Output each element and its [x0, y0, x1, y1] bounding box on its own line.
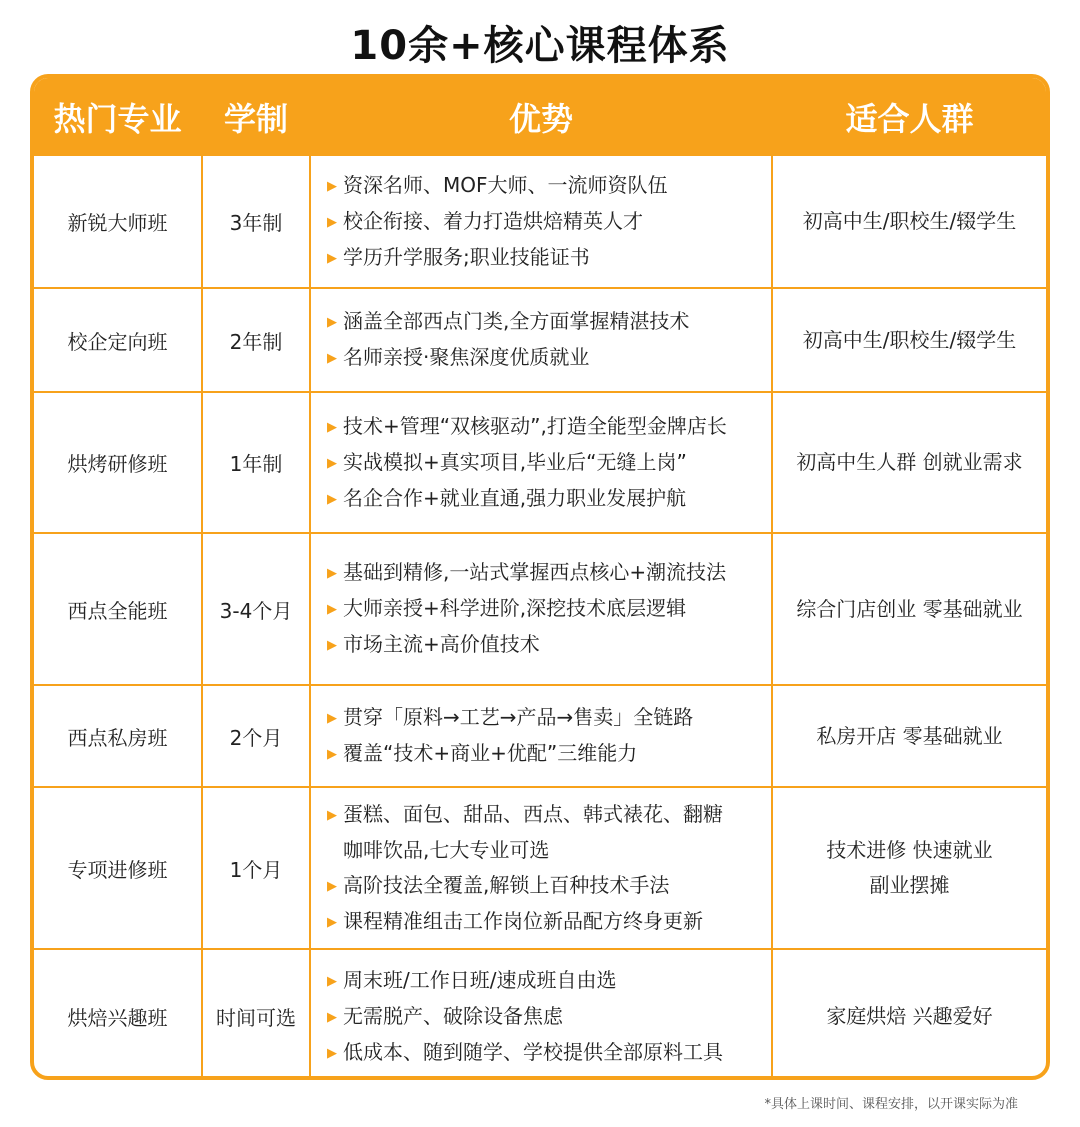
course-advantages: [310, 949, 772, 1080]
course-audience: [772, 949, 1046, 1080]
triangle-bullet-icon: ▶: [327, 747, 337, 762]
advantage-item: [327, 904, 771, 940]
table-row: [34, 787, 1046, 949]
course-name: 烘焙兴趣班: [34, 949, 202, 1080]
triangle-bullet-icon: ▶: [327, 566, 337, 581]
advantage-item: [327, 204, 771, 240]
advantage-item: [327, 555, 771, 591]
advantage-item: [327, 833, 771, 868]
table-row: [34, 949, 1046, 1080]
table-row: [34, 288, 1046, 392]
triangle-bullet-icon: ▶: [327, 419, 337, 435]
advantage-item: [327, 1035, 771, 1071]
advantage-item: [327, 868, 771, 904]
course-audience: [772, 392, 1046, 533]
advantage-text: 校企衔接、着力打造烘焙精英人才: [343, 208, 643, 233]
advantage-text: 市场主流+高价值技术: [343, 632, 540, 656]
footnote: *具体上课时间、课程安排，以开课实际为准: [764, 1097, 1018, 1112]
audience-text: 初高中生/职校生/辍学生: [802, 209, 1017, 233]
course-audience: [772, 288, 1046, 392]
course-advantages: [310, 685, 772, 787]
course-audience: [772, 155, 1046, 288]
course-table: [34, 78, 1046, 1080]
course-advantages: [310, 392, 772, 533]
course-advantages: [310, 288, 772, 392]
advantage-text: 学历升学服务;职业技能证书: [343, 244, 590, 269]
triangle-bullet-icon: ▶: [327, 351, 337, 366]
course-duration: 1年制: [202, 392, 310, 533]
advantage-text: 资深名师、MOF大师、一流师资队伍: [343, 172, 668, 197]
header-advantages: 优势: [310, 79, 772, 155]
triangle-bullet-icon: ▶: [327, 711, 337, 726]
triangle-bullet-icon: ▶: [327, 878, 337, 894]
triangle-bullet-icon: ▶: [327, 214, 337, 230]
course-name: 西点全能班: [34, 533, 202, 685]
triangle-bullet-icon: ▶: [327, 491, 337, 507]
advantage-text: 贯穿「原料→工艺→产品→售卖」全链路: [343, 705, 694, 729]
triangle-bullet-icon: ▶: [327, 914, 337, 930]
advantage-item: [327, 591, 771, 627]
course-duration: 2个月: [202, 685, 310, 787]
audience-text: 初高中生/职校生/辍学生: [802, 327, 1017, 352]
triangle-bullet-icon: ▶: [327, 973, 337, 989]
advantage-item: [327, 700, 771, 736]
course-duration: 3年制: [202, 155, 310, 288]
advantage-text: 无需脱产、破除设备焦虑: [343, 1003, 563, 1028]
course-advantages: [310, 787, 772, 949]
advantage-text: 周末班/工作日班/速成班自由选: [343, 967, 617, 992]
advantage-item: [327, 797, 771, 833]
advantage-item: [327, 445, 771, 481]
audience-text: 副业摆摊: [869, 873, 950, 897]
course-audience: [772, 533, 1046, 685]
advantage-item: [327, 168, 771, 204]
triangle-bullet-icon: ▶: [327, 638, 337, 653]
audience-text: 技术进修 快速就业: [826, 838, 993, 862]
table-row: [34, 155, 1046, 288]
advantage-item: [327, 963, 771, 999]
course-duration: 1个月: [202, 787, 310, 949]
advantage-text: 课程精准组击工作岗位新品配方终身更新: [343, 908, 703, 933]
advantage-item: [327, 240, 771, 276]
advantage-text: 高阶技法全覆盖,解锁上百种技术手法: [343, 872, 670, 897]
advantage-text: 实战模拟+真实项目,毕业后“无缝上岗”: [343, 449, 687, 474]
advantage-text: 基础到精修,一站式掌握西点核心+潮流技法: [343, 560, 727, 584]
page-title: 10余+核心课程体系: [350, 23, 730, 69]
course-advantages: [310, 155, 772, 288]
advantage-text: 低成本、随到随学、学校提供全部原料工具: [343, 1039, 723, 1064]
advantage-text: 大师亲授+科学进阶,深挖技术底层逻辑: [343, 596, 687, 620]
advantage-item: [327, 999, 771, 1035]
course-audience: [772, 787, 1046, 949]
course-name: 专项进修班: [34, 787, 202, 949]
course-duration: 时间可选: [202, 949, 310, 1080]
advantage-item: [327, 627, 771, 663]
advantage-item: [327, 340, 771, 376]
triangle-bullet-icon: ▶: [327, 1009, 337, 1025]
advantage-item: [327, 736, 771, 772]
table-row: [34, 533, 1046, 685]
course-name: 新锐大师班: [34, 155, 202, 288]
advantage-text: 覆盖“技术+商业+优配”三维能力: [343, 741, 638, 765]
audience-text: 初高中生人群 创就业需求: [796, 450, 1023, 474]
triangle-bullet-icon: ▶: [327, 807, 337, 823]
advantage-item: [327, 481, 771, 517]
table-row: [34, 685, 1046, 787]
header-major: 热门专业: [34, 79, 202, 155]
advantage-item: [327, 409, 771, 445]
advantage-text: 蛋糕、面包、甜品、西点、韩式裱花、翻糖: [343, 801, 723, 826]
course-name: 西点私房班: [34, 685, 202, 787]
course-audience: [772, 685, 1046, 787]
triangle-bullet-icon: ▶: [327, 178, 337, 194]
triangle-bullet-icon: ▶: [327, 315, 337, 330]
audience-text: 私房开店 零基础就业: [816, 723, 1003, 748]
advantage-text: 技术+管理“双核驱动”,打造全能型金牌店长: [343, 413, 727, 438]
advantage-text: 咖啡饮品,七大专业可选: [343, 837, 550, 862]
header-audience: 适合人群: [772, 79, 1046, 155]
course-name: 烘烤研修班: [34, 392, 202, 533]
header-duration: 学制: [202, 79, 310, 155]
triangle-bullet-icon: ▶: [327, 250, 337, 266]
course-duration: 3-4个月: [202, 533, 310, 685]
course-advantages: [310, 533, 772, 685]
course-name: 校企定向班: [34, 288, 202, 392]
triangle-bullet-icon: ▶: [327, 455, 337, 471]
advantage-text: 名师亲授·聚焦深度优质就业: [343, 345, 590, 369]
triangle-bullet-icon: ▶: [327, 1045, 337, 1061]
audience-text: 家庭烘焙 兴趣爱好: [826, 1004, 993, 1028]
table-row: [34, 392, 1046, 533]
advantage-item: [327, 304, 771, 340]
advantage-text: 涵盖全部西点门类,全方面掌握精湛技术: [343, 309, 690, 333]
advantage-text: 名企合作+就业直通,强力职业发展护航: [343, 485, 687, 510]
table-header-row: [34, 79, 1046, 155]
audience-text: 综合门店创业 零基础就业: [796, 596, 1023, 621]
course-duration: 2年制: [202, 288, 310, 392]
triangle-bullet-icon: ▶: [327, 602, 337, 617]
course-table-frame: [30, 74, 1050, 1080]
